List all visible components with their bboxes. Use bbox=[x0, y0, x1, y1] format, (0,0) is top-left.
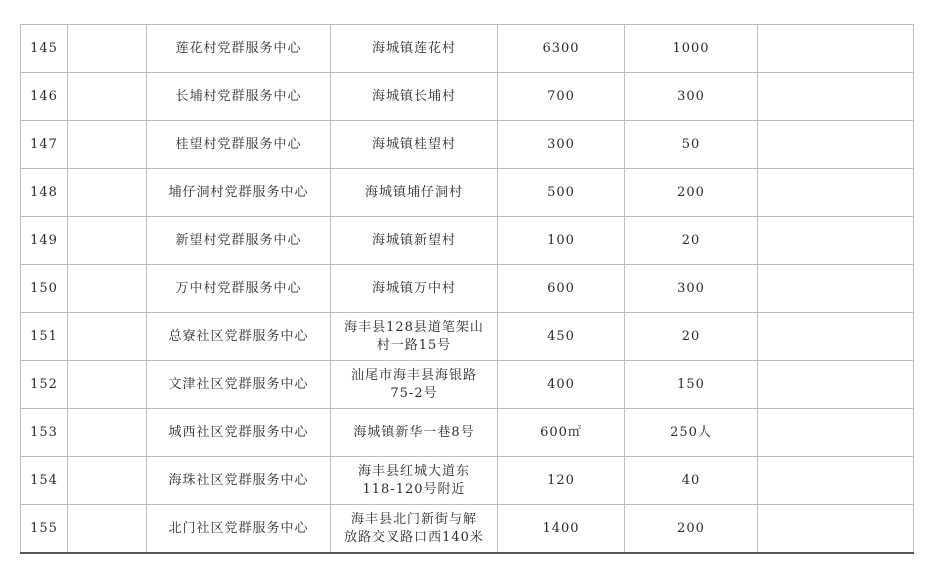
blank-cell bbox=[68, 409, 147, 457]
address-cell bbox=[331, 217, 498, 265]
note-cell bbox=[758, 169, 914, 217]
blank-cell bbox=[68, 121, 147, 169]
address-cell bbox=[331, 25, 498, 73]
table-row bbox=[21, 457, 914, 505]
table-row bbox=[21, 505, 914, 554]
area-cell: 400 bbox=[498, 361, 625, 409]
center-name-cell: 海珠社区党群服务中心 bbox=[147, 457, 331, 505]
area-cell: 450 bbox=[498, 313, 625, 361]
note-cell bbox=[758, 361, 914, 409]
area-cell: 500 bbox=[498, 169, 625, 217]
blank-cell bbox=[68, 505, 147, 554]
blank-cell bbox=[68, 169, 147, 217]
note-cell bbox=[758, 457, 914, 505]
row-number-cell: 145 bbox=[21, 25, 68, 73]
address-line: 海城镇新望村 bbox=[371, 232, 456, 248]
service-center-table bbox=[20, 24, 914, 554]
row-number-cell: 153 bbox=[21, 409, 68, 457]
address-line: 海城镇新华一巷8号 bbox=[353, 424, 475, 440]
blank-cell bbox=[68, 361, 147, 409]
address-line: 放路交叉路口西140米 bbox=[344, 529, 484, 545]
center-name-cell: 莲花村党群服务中心 bbox=[147, 25, 331, 73]
address-line: 75-2号 bbox=[390, 385, 438, 401]
row-number-cell: 152 bbox=[21, 361, 68, 409]
address-cell bbox=[331, 409, 498, 457]
row-number-cell: 150 bbox=[21, 265, 68, 313]
capacity-cell: 200 bbox=[625, 505, 758, 554]
address-cell bbox=[331, 121, 498, 169]
center-name-cell: 万中村党群服务中心 bbox=[147, 265, 331, 313]
row-number-cell: 148 bbox=[21, 169, 68, 217]
address-cell bbox=[331, 265, 498, 313]
note-cell bbox=[758, 409, 914, 457]
capacity-cell: 20 bbox=[625, 313, 758, 361]
address-line: 村一路15号 bbox=[376, 337, 452, 353]
address-cell bbox=[331, 361, 498, 409]
note-cell bbox=[758, 121, 914, 169]
address-cell bbox=[331, 169, 498, 217]
note-cell bbox=[758, 505, 914, 554]
row-number-cell: 151 bbox=[21, 313, 68, 361]
address-cell bbox=[331, 313, 498, 361]
table-row bbox=[21, 73, 914, 121]
address-line: 海城镇长埔村 bbox=[371, 88, 456, 104]
area-cell: 120 bbox=[498, 457, 625, 505]
row-number-cell: 155 bbox=[21, 505, 68, 554]
area-cell: 1400 bbox=[498, 505, 625, 554]
capacity-cell: 250人 bbox=[625, 409, 758, 457]
address-cell bbox=[331, 73, 498, 121]
capacity-cell: 300 bbox=[625, 265, 758, 313]
blank-cell bbox=[68, 457, 147, 505]
row-number-cell: 149 bbox=[21, 217, 68, 265]
blank-cell bbox=[68, 217, 147, 265]
center-name-cell: 总寮社区党群服务中心 bbox=[147, 313, 331, 361]
capacity-cell: 50 bbox=[625, 121, 758, 169]
blank-cell bbox=[68, 73, 147, 121]
blank-cell bbox=[68, 265, 147, 313]
capacity-cell: 40 bbox=[625, 457, 758, 505]
center-name-cell: 埔仔洞村党群服务中心 bbox=[147, 169, 331, 217]
table-row bbox=[21, 313, 914, 361]
center-name-cell: 城西社区党群服务中心 bbox=[147, 409, 331, 457]
row-number-cell: 154 bbox=[21, 457, 68, 505]
capacity-cell: 1000 bbox=[625, 25, 758, 73]
area-cell: 700 bbox=[498, 73, 625, 121]
blank-cell bbox=[68, 313, 147, 361]
note-cell bbox=[758, 313, 914, 361]
address-line: 海丰县红城大道东 bbox=[357, 463, 470, 479]
address-line: 海丰县128县道笔架山 bbox=[344, 319, 484, 335]
capacity-cell: 150 bbox=[625, 361, 758, 409]
row-number-cell: 147 bbox=[21, 121, 68, 169]
table-row bbox=[21, 217, 914, 265]
capacity-cell: 20 bbox=[625, 217, 758, 265]
capacity-cell: 200 bbox=[625, 169, 758, 217]
address-line: 海城镇桂望村 bbox=[371, 136, 456, 152]
area-cell: 300 bbox=[498, 121, 625, 169]
center-name-cell: 新望村党群服务中心 bbox=[147, 217, 331, 265]
note-cell bbox=[758, 25, 914, 73]
table-row bbox=[21, 25, 914, 73]
capacity-cell: 300 bbox=[625, 73, 758, 121]
area-cell: 100 bbox=[498, 217, 625, 265]
area-cell: 600㎡ bbox=[498, 409, 625, 457]
area-cell: 600 bbox=[498, 265, 625, 313]
note-cell bbox=[758, 265, 914, 313]
table-row bbox=[21, 265, 914, 313]
row-number-cell: 146 bbox=[21, 73, 68, 121]
table-body bbox=[21, 25, 914, 554]
address-line: 汕尾市海丰县海银路 bbox=[350, 367, 477, 383]
blank-cell bbox=[68, 25, 147, 73]
address-line: 海城镇万中村 bbox=[371, 280, 456, 296]
address-line: 海城镇莲花村 bbox=[371, 40, 456, 56]
table-row bbox=[21, 409, 914, 457]
center-name-cell: 桂望村党群服务中心 bbox=[147, 121, 331, 169]
address-line: 118-120号附近 bbox=[362, 481, 466, 497]
area-cell: 6300 bbox=[498, 25, 625, 73]
address-line: 海城镇埔仔洞村 bbox=[364, 184, 463, 200]
center-name-cell: 长埔村党群服务中心 bbox=[147, 73, 331, 121]
address-cell bbox=[331, 457, 498, 505]
table-row bbox=[21, 121, 914, 169]
center-name-cell: 文津社区党群服务中心 bbox=[147, 361, 331, 409]
table-row bbox=[21, 169, 914, 217]
table-row bbox=[21, 361, 914, 409]
center-name-cell: 北门社区党群服务中心 bbox=[147, 505, 331, 554]
address-cell bbox=[331, 505, 498, 554]
note-cell bbox=[758, 73, 914, 121]
address-line: 海丰县北门新街与解 bbox=[350, 511, 477, 527]
note-cell bbox=[758, 217, 914, 265]
